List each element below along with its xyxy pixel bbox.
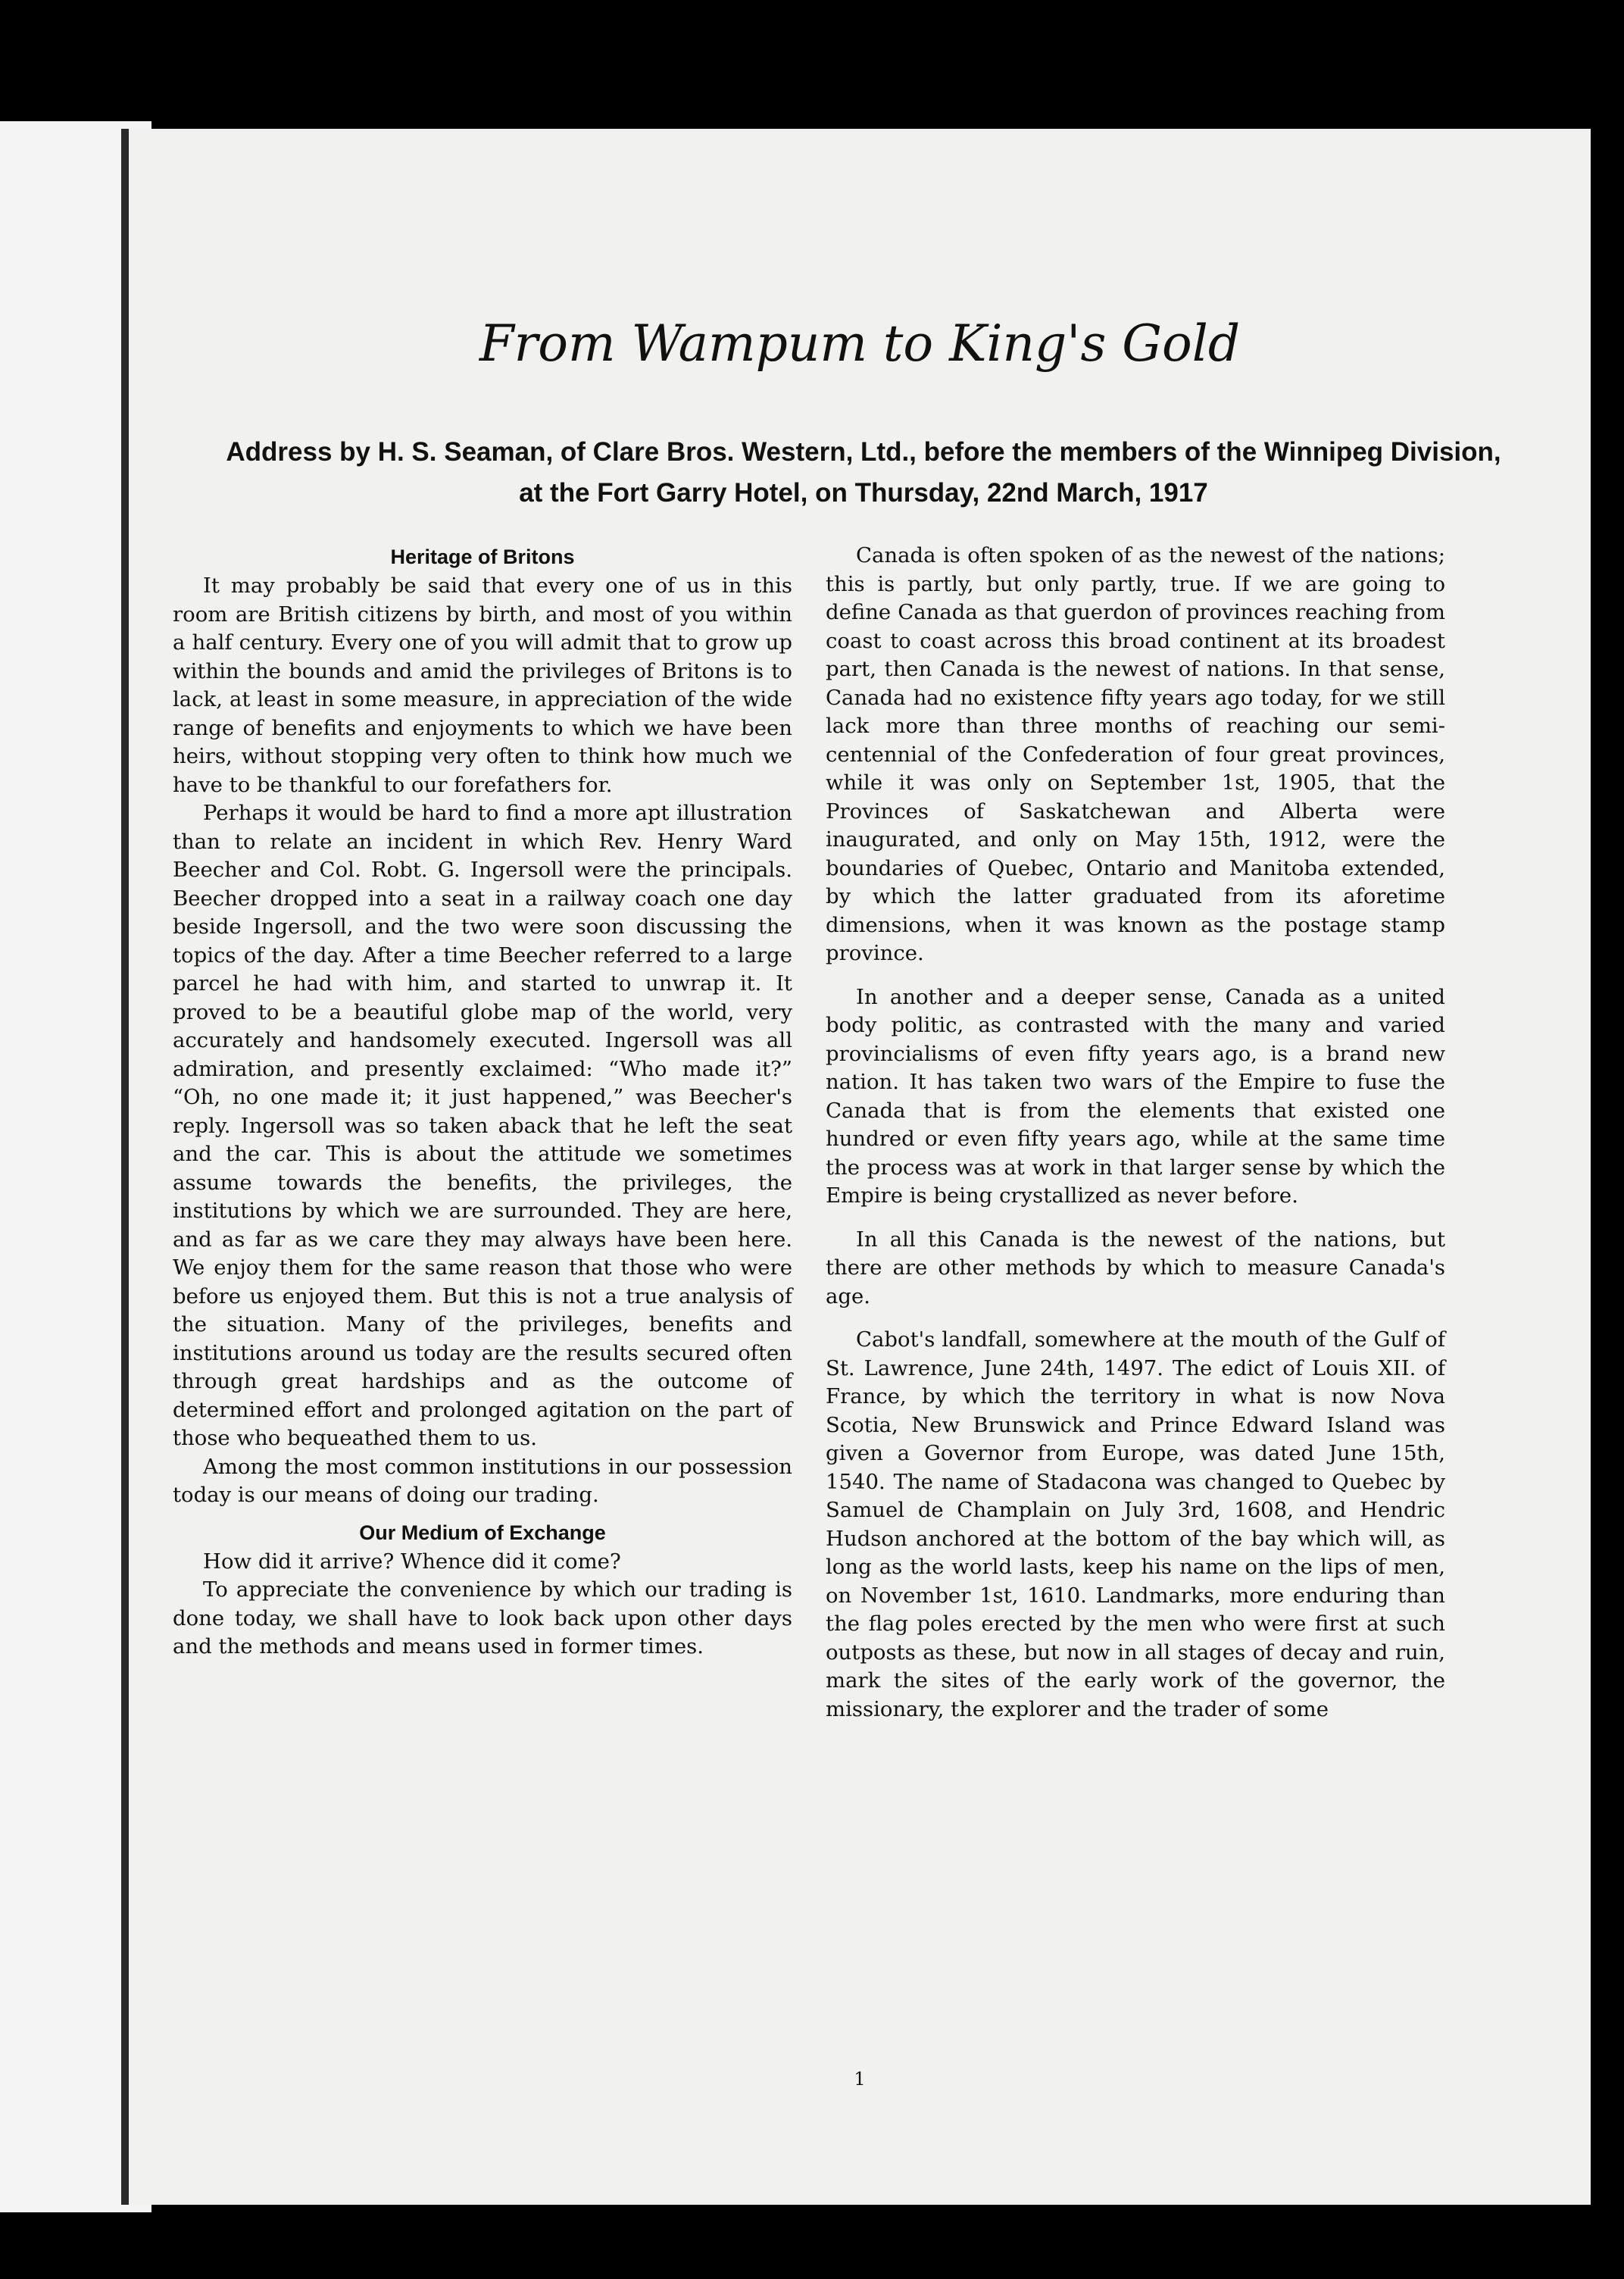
document-page bbox=[121, 129, 1591, 2205]
paragraph: In all this Canada is the newest of the nations, but there are other methods by which to measure Canada's age. bbox=[826, 1227, 1445, 1308]
page-number: 1 bbox=[854, 2068, 866, 2090]
paragraph: It may probably be said that every one of us in this room are British citizens by birth, and most of you within a half century. Every one of you will admit that to grow up within the bounds and amid the privileges of Britons is to lack, at least in some measure, in appreciation of the wide range of benefits and enjoyments to which we have been heirs, without stopping very often to think how much we have to be thankful to our forefathers for. bbox=[173, 574, 792, 797]
paragraph: In another and a deeper sense, Canada as a united body politic, as contrasted with the many and varied provincialisms of even fifty years ago, is a brand new nation. It has taken two wars of the Empire to fuse the Canada that is from the elements that existed one hundred or even fifty years ago, while at the same time the process was at work in that larger sense by which the Empire is being crystallized as never before. bbox=[826, 984, 1445, 1208]
right-column bbox=[826, 542, 1445, 1724]
article-subtitle: Address by H. S. Seaman, of Clare Bros. Western, Ltd., before the members of the Winnipeg Division, at the Fort Garry Hotel, on Thursday, 22nd March, 1917 bbox=[226, 437, 1501, 508]
left-column bbox=[173, 542, 792, 1662]
section-heading-exchange: Our Medium of Exchange bbox=[359, 1521, 606, 1544]
section-heading-heritage: Heritage of Britons bbox=[390, 546, 575, 568]
paragraph: To appreciate the convenience by which our trading is done today, we shall have to look back upon other days and the methods and means used in former times. bbox=[173, 1577, 792, 1658]
article-title: From Wampum to King's Gold bbox=[479, 314, 1241, 373]
paragraph: How did it arrive? Whence did it come? bbox=[203, 1549, 621, 1574]
paragraph: Perhaps it would be hard to find a more apt illustration than to relate an incident in which Rev. Henry Ward Beecher and Col. Robt. G. Ingersoll were the principals. Beecher dropped into a seat in a railway coach one day beside Ingersoll, and the two were soon discussing the topics of the day. After a time Beecher referred to a large parcel he had with him, and started to unwrap it. It proved to be a beautiful globe map of the world, very accurately and handsomely executed. Ingersoll was all admiration, and presently exclaimed: “Who made it?” “Oh, no one made it; it just happened,” was Beecher's reply. Ingersoll was so taken aback that he left the seat and the car. This is about the attitude we sometimes assume towards the benefits, the privileges, the institutions by which we are surrounded. They are here, and as far as we care they may always have been here. We enjoy them for the same reason that those who were before us enjoyed them. But this is not a true analysis of the situation. Many of the privileges, benefits and institutions around us today are the results secured often through great hardships and as the outcome of determined effort and prolonged agitation on the part of those who bequeathed them to us. bbox=[173, 801, 792, 1450]
paragraph: Canada is often spoken of as the newest of the nations; this is partly, but only partly, true. If we are going to define Canada as that guerdon of provinces reaching from coast to coast across this broad continent at its broadest part, then Canada is the newest of nations. In that sense, Canada had no existence fifty years ago today, for we still lack more than three months of reaching our semi-centennial of the Confederation of four great provinces, while it was only on September 1st, 1905, that the Provinces of Saskatchewan and Alberta were inaugurated, and only on May 15th, 1912, were the boundaries of Quebec, Ontario and Manitoba extended, by which the latter graduated from its aforetime dimensions, when it was known as the postage stamp province. bbox=[826, 543, 1445, 965]
paragraph: Among the most common institutions in our possession today is our means of doing our trading. bbox=[173, 1454, 792, 1507]
paragraph: Cabot's landfall, somewhere at the mouth of the Gulf of St. Lawrence, June 24th, 1497. The edict of Louis XII. of France, by which the territory in what is now Nova Scotia, New Brunswick and Prince Edward Island was given a Governor from Europe, was dated June 15th, 1540. The name of Stadacona was changed to Quebec by Samuel de Champlain on July 3rd, 1608, and Hendric Hudson anchored at the bottom of the bay which will, as long as the world lasts, keep his name on the lips of men, on November 1st, 1610. Landmarks, more enduring than the flag poles erected by the men who were first at such outposts as these, but now in all stages of decay and ruin, mark the sites of the early work of the governor, the missionary, the explorer and the trader of some bbox=[826, 1327, 1445, 1721]
